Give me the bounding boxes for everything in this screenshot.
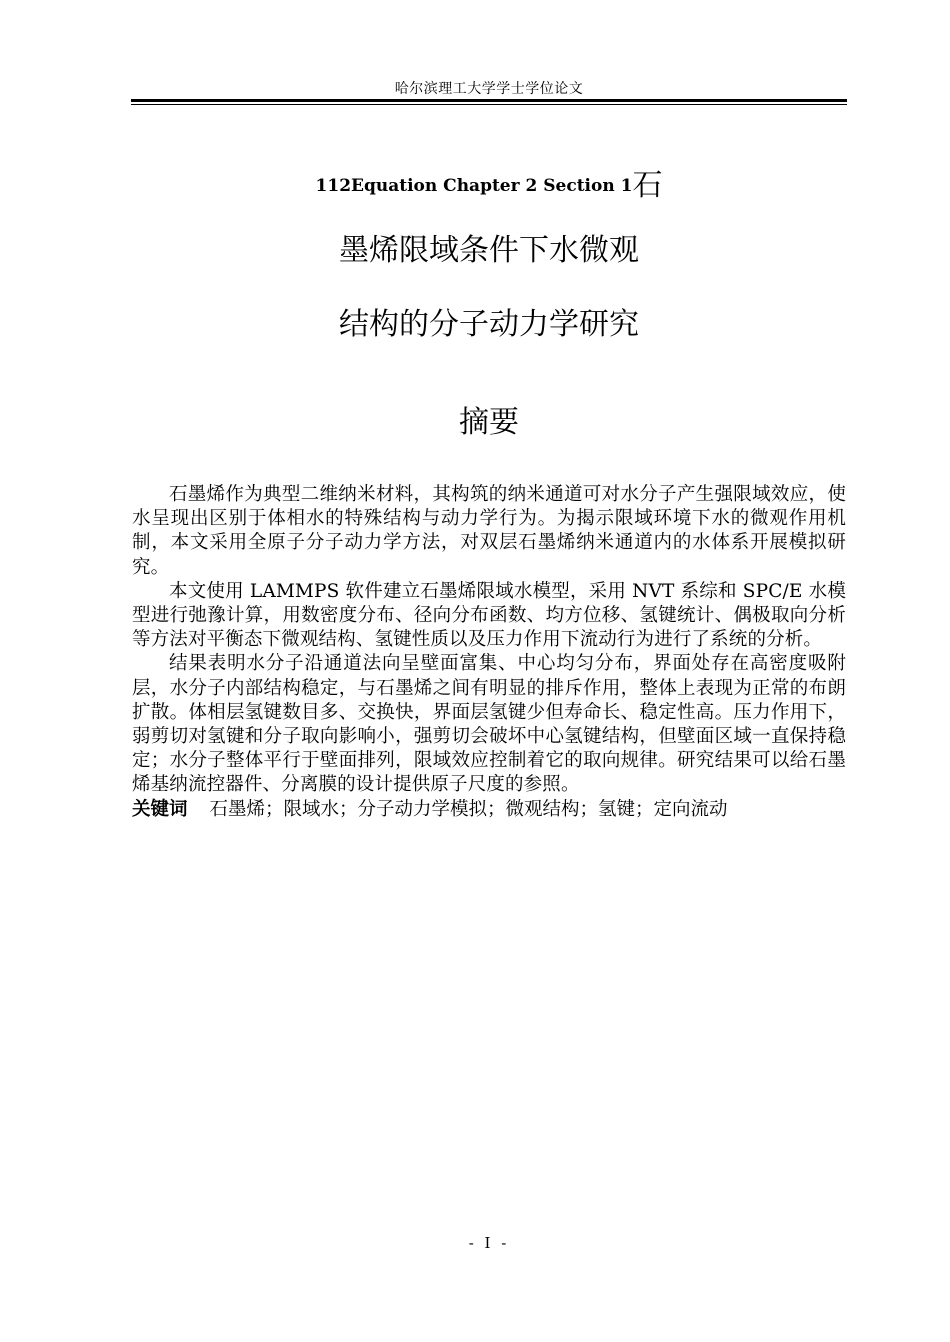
abstract-body	[132, 483, 846, 822]
title-first-char: 石	[632, 168, 663, 203]
keywords-line	[132, 798, 846, 822]
title-line-2: 墨烯限域条件下水微观	[339, 233, 639, 268]
page-number: - I -	[468, 1234, 510, 1252]
keywords-list: 石墨烯；限域水；分子动力学模拟；微观结构；氢键；定向流动	[209, 798, 728, 820]
header-rule-thin	[131, 104, 847, 105]
keywords-label: 关键词	[132, 798, 188, 820]
abstract-heading: 摘要	[459, 405, 519, 440]
abstract-paragraph-2: 本文使用 LAMMPS 软件建立石墨烯限域水模型，采用 NVT 系综和 SPC/E 水模型进行弛豫计算，用数密度分布、径向分布函数、均方位移、氢键统计、偶极取向分析等方法对平衡态下微观结构、氢键性质以及压力作用下流动行为进行了系统的分析。	[132, 580, 846, 651]
header-rule-thick	[131, 99, 847, 102]
abstract-paragraph-3: 结果表明水分子沿通道法向呈壁面富集、中心均匀分布，界面处存在高密度吸附层，水分子内部结构稳定，与石墨烯之间有明显的排斥作用，整体上表现为正常的布朗扩散。体相层氢键数目多、交换快，界面层氢键少但寿命长、稳定性高。压力作用下，弱剪切对氢键和分子取向影响小，强剪切会破坏中心氢键结构，但壁面区域一直保持稳定；水分子整体平行于壁面排列，限域效应控制着它的取向规律。研究结果可以给石墨烯基纳流控器件、分离膜的设计提供原子尺度的参照。	[132, 653, 846, 796]
title-line-1	[132, 160, 846, 204]
title-line-3: 结构的分子动力学研究	[339, 307, 639, 342]
running-header: 哈尔滨理工大学学士学位论文	[394, 81, 584, 97]
abstract-paragraph-1: 石墨烯作为典型二维纳米材料，其构筑的纳米通道可对水分子产生强限域效应，使水呈现出区别于体相水的特殊结构与动力学行为。为揭示限域环境下水的微观作用机制，本文采用全原子分子动力学方法，对双层石墨烯纳米通道内的水体系开展模拟研究。	[132, 484, 846, 578]
equation-field-code: 112Equation Chapter 2 Section 1	[315, 176, 633, 196]
